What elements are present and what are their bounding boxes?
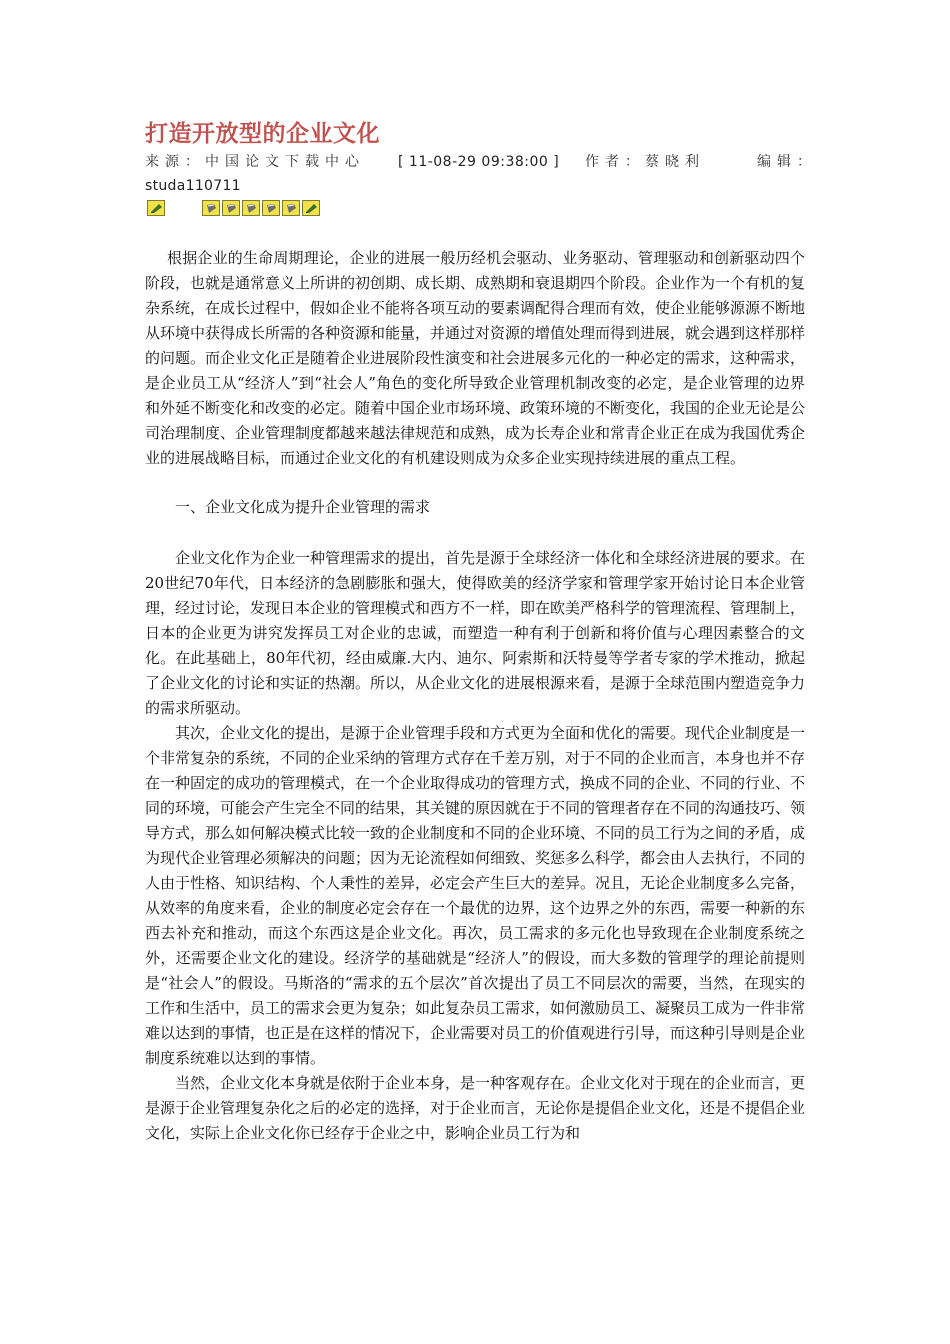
paragraph: 企业文化作为企业一种管理需求的提出，首先是源于全球经济一体化和全球经济进展的要求。在20世纪70年代，日本经济的急剧膨胀和强大，使得欧美的经济学家和管理学家开始讨论日本企业管理，经过讨论，发现日本企业的管理模式和西方不一样，即在欧美严格科学的管理流程、管理制上，日本的企业更为讲究发挥员工对企业的忠诚，而塑造一种有利于创新和将价值与心理因素整合的文化。在此基础上，80年代初，经由威廉.大内、迪尔、阿索斯和沃特曼等学者专家的学术推动，掀起了企业文化的讨论和实证的热潮。所以，从企业文化的进展根源来看，是源于全球范围内塑造竞争力的需求所驱动。 [145, 549, 806, 717]
rating-icons [145, 200, 805, 220]
section-heading: 一、企业文化成为提升企业管理的需求 [175, 498, 431, 516]
paragraph: 当然，企业文化本身就是依附于企业本身，是一种客观存在。企业文化对于现在的企业而言，更是源于企业管理复杂化之后的必定的选择，对于企业而言，无论你是提倡企业文化，还是不提倡企业文化，实际上企业文化你已经存于企业之中，影响企业员工行为和 [145, 1074, 806, 1142]
article [145, 118, 817, 1146]
editor-name: studa110711 [145, 178, 241, 194]
article-title: 打造开放型的企业文化 [145, 121, 380, 147]
paragraph: 根据企业的生命周期理论，企业的进展一般历经机会驱动、业务驱动、管理驱动和创新驱动四个阶段，也就是通常意义上所讲的初创期、成长期、成熟期和衰退期四个阶段。企业作为一个有机的复杂系统，在成长过程中，假如企业不能将各项互动的要素调配得合理而有效，使企业能够源源不断地从环境中获得成长所需的各种资源和能量，并通过对资源的增值处理而得到进展，就会遇到这样那样的问题。而企业文化正是随着企业进展阶段性演变和社会进展多元化的一种必定的需求，这种需求，是企业员工从“经济人”到“社会人”角色的变化所导致企业管理机制改变的必定，是企业管理的边界和外延不断变化和改变的必定。随着中国企业市场环境、政策环境的不断变化，我国的企业无论是公司治理制度、企业管理制度都越来越法律规范和成熟，成为长寿企业和常青企业正在成为我国优秀企业的进展战略目标，而通过企业文化的有机建设则成为众多企业实现持续进展的重点工程。 [145, 249, 806, 467]
source-label: 来源：中国论文下载中心 [145, 154, 365, 170]
pen-icon[interactable] [222, 200, 240, 216]
pen-icon[interactable] [302, 200, 320, 216]
publish-date: [ 11-08-29 09:38:00 ] [398, 154, 560, 170]
pen-icon[interactable] [282, 200, 300, 216]
article-body [145, 246, 805, 1146]
editor-label: 编辑： [757, 154, 817, 170]
pen-icon[interactable] [262, 200, 280, 216]
pen-icon[interactable] [242, 200, 260, 216]
pen-icon[interactable] [202, 200, 220, 216]
pen-icon[interactable] [147, 200, 165, 216]
article-meta [145, 150, 817, 174]
paragraph: 其次，企业文化的提出，是源于企业管理手段和方式更为全面和优化的需要。现代企业制度是一个非常复杂的系统，不同的企业采纳的管理方式存在千差万别，对于不同的企业而言，本身也并不存在一种固定的成功的管理模式，在一个企业取得成功的管理方式，换成不同的企业、不同的行业、不同的环境，可能会产生完全不同的结果，其关键的原因就在于不同的管理者存在不同的沟通技巧、领导方式，那么如何解决模式比较一致的企业制度和不同的企业环境、不同的员工行为之间的矛盾，成为现代企业管理必须解决的问题；因为无论流程如何细致、奖惩多么科学，都会由人去执行，不同的人由于性格、知识结构、个人秉性的差异，必定会产生巨大的差异。况且，无论企业制度多么完备，从效率的角度来看，企业的制度必定会存在一个最优的边界，这个边界之外的东西，需要一种新的东西去补充和推动，而这个东西这是企业文化。再次，员工需求的多元化也导致现在企业制度系统之外，还需要企业文化的建设。经济学的基础就是“经济人”的假设，而大多数的管理学的理论前提则是“社会人”的假设。马斯洛的“需求的五个层次”首次提出了员工不同层次的需要，当然，在现实的工作和生活中，员工的需求会更为复杂；如此复杂员工需求，如何激励员工、凝聚员工成为一件非常难以达到的事情，也正是在这样的情况下，企业需要对员工的价值观进行引导，而这种引导则是企业制度系统难以达到的事情。 [145, 724, 806, 1067]
author-label: 作者：蔡晓利 [585, 154, 705, 170]
